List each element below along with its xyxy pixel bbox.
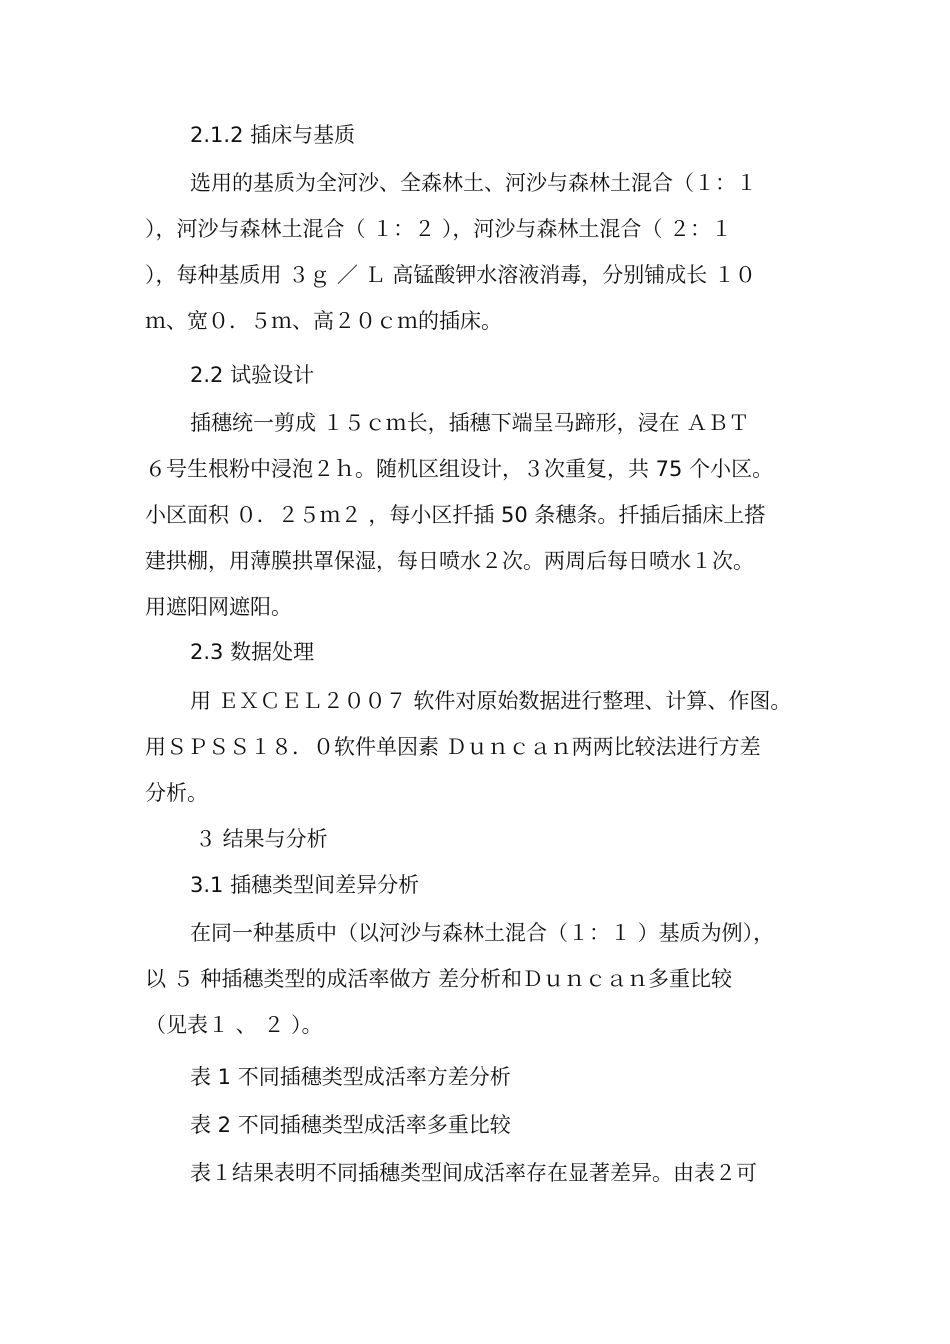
paragraph-line: 表１结果表明不同插穗类型间成活率存在显著差异。由表２可 (190, 1161, 757, 1185)
table-caption-1: 表 1 不同插穗类型成活率方差分析 (190, 1065, 511, 1089)
paragraph-line: 用ＳＰＳＳ１８．０软件单因素 Ｄｕｎｃａｎ两两比较法进行方差 (145, 735, 761, 759)
paragraph-line: 小区面积 ０．２５ｍ２ ，每小区扦插 50 条穗条。扦插后插床上搭 (145, 503, 766, 527)
paragraph-line: 在同一种基质中（以河沙与森林土混合（１：１ ）基质为例）， (190, 921, 775, 945)
paragraph-line: 插穗统一剪成 １５ｃｍ长，插穗下端呈马蹄形，浸在 ＡＢＴ (190, 411, 750, 435)
section-heading-2-2: 2.2 试验设计 (190, 363, 315, 387)
section-heading-2-3: 2.3 数据处理 (190, 640, 315, 664)
paragraph-line: ｍ、宽０．５ｍ、高２０ｃｍ的插床。 (145, 309, 502, 333)
paragraph-line: （见表１ 、 ２ ）。 (145, 1013, 323, 1037)
paragraph-line: 用 ＥＸＣＥＬ２００７ 软件对原始数据进行整理、计算、作图。 (190, 689, 792, 713)
paragraph-line: 用遮阳网遮阳。 (145, 595, 292, 619)
paragraph-line: ），每种基质用 ３ｇ ／ Ｌ 高锰酸钾水溶液消毒，分别铺成长 １０ (145, 263, 756, 287)
section-heading-3-1: 3.1 插穗类型间差异分析 (190, 873, 420, 897)
paragraph-line: 选用的基质为全河沙、全森林土、河沙与森林土混合（１：１ (190, 171, 757, 195)
section-heading-2-1-2: 2.1.2 插床与基质 (190, 123, 356, 147)
table-caption-2: 表 2 不同插穗类型成活率多重比较 (190, 1113, 511, 1137)
section-heading-3: ３ 结果与分析 (195, 827, 328, 851)
paragraph-line: 建拱棚，用薄膜拱罩保湿，每日喷水２次。两周后每日喷水１次。 (145, 549, 754, 573)
paragraph-line: 以 ５ 种插穗类型的成活率做方 差分析和Ｄｕｎｃａｎ多重比较 (145, 967, 733, 991)
paragraph-line: 分析。 (145, 781, 208, 805)
paragraph-line: ６号生根粉中浸泡２ｈ。随机区组设计，３次重复，共 75 个小区。 (145, 457, 774, 481)
paragraph-line: ），河沙与森林土混合（ １：２ ），河沙与森林土混合（ ２：１ (145, 217, 733, 241)
